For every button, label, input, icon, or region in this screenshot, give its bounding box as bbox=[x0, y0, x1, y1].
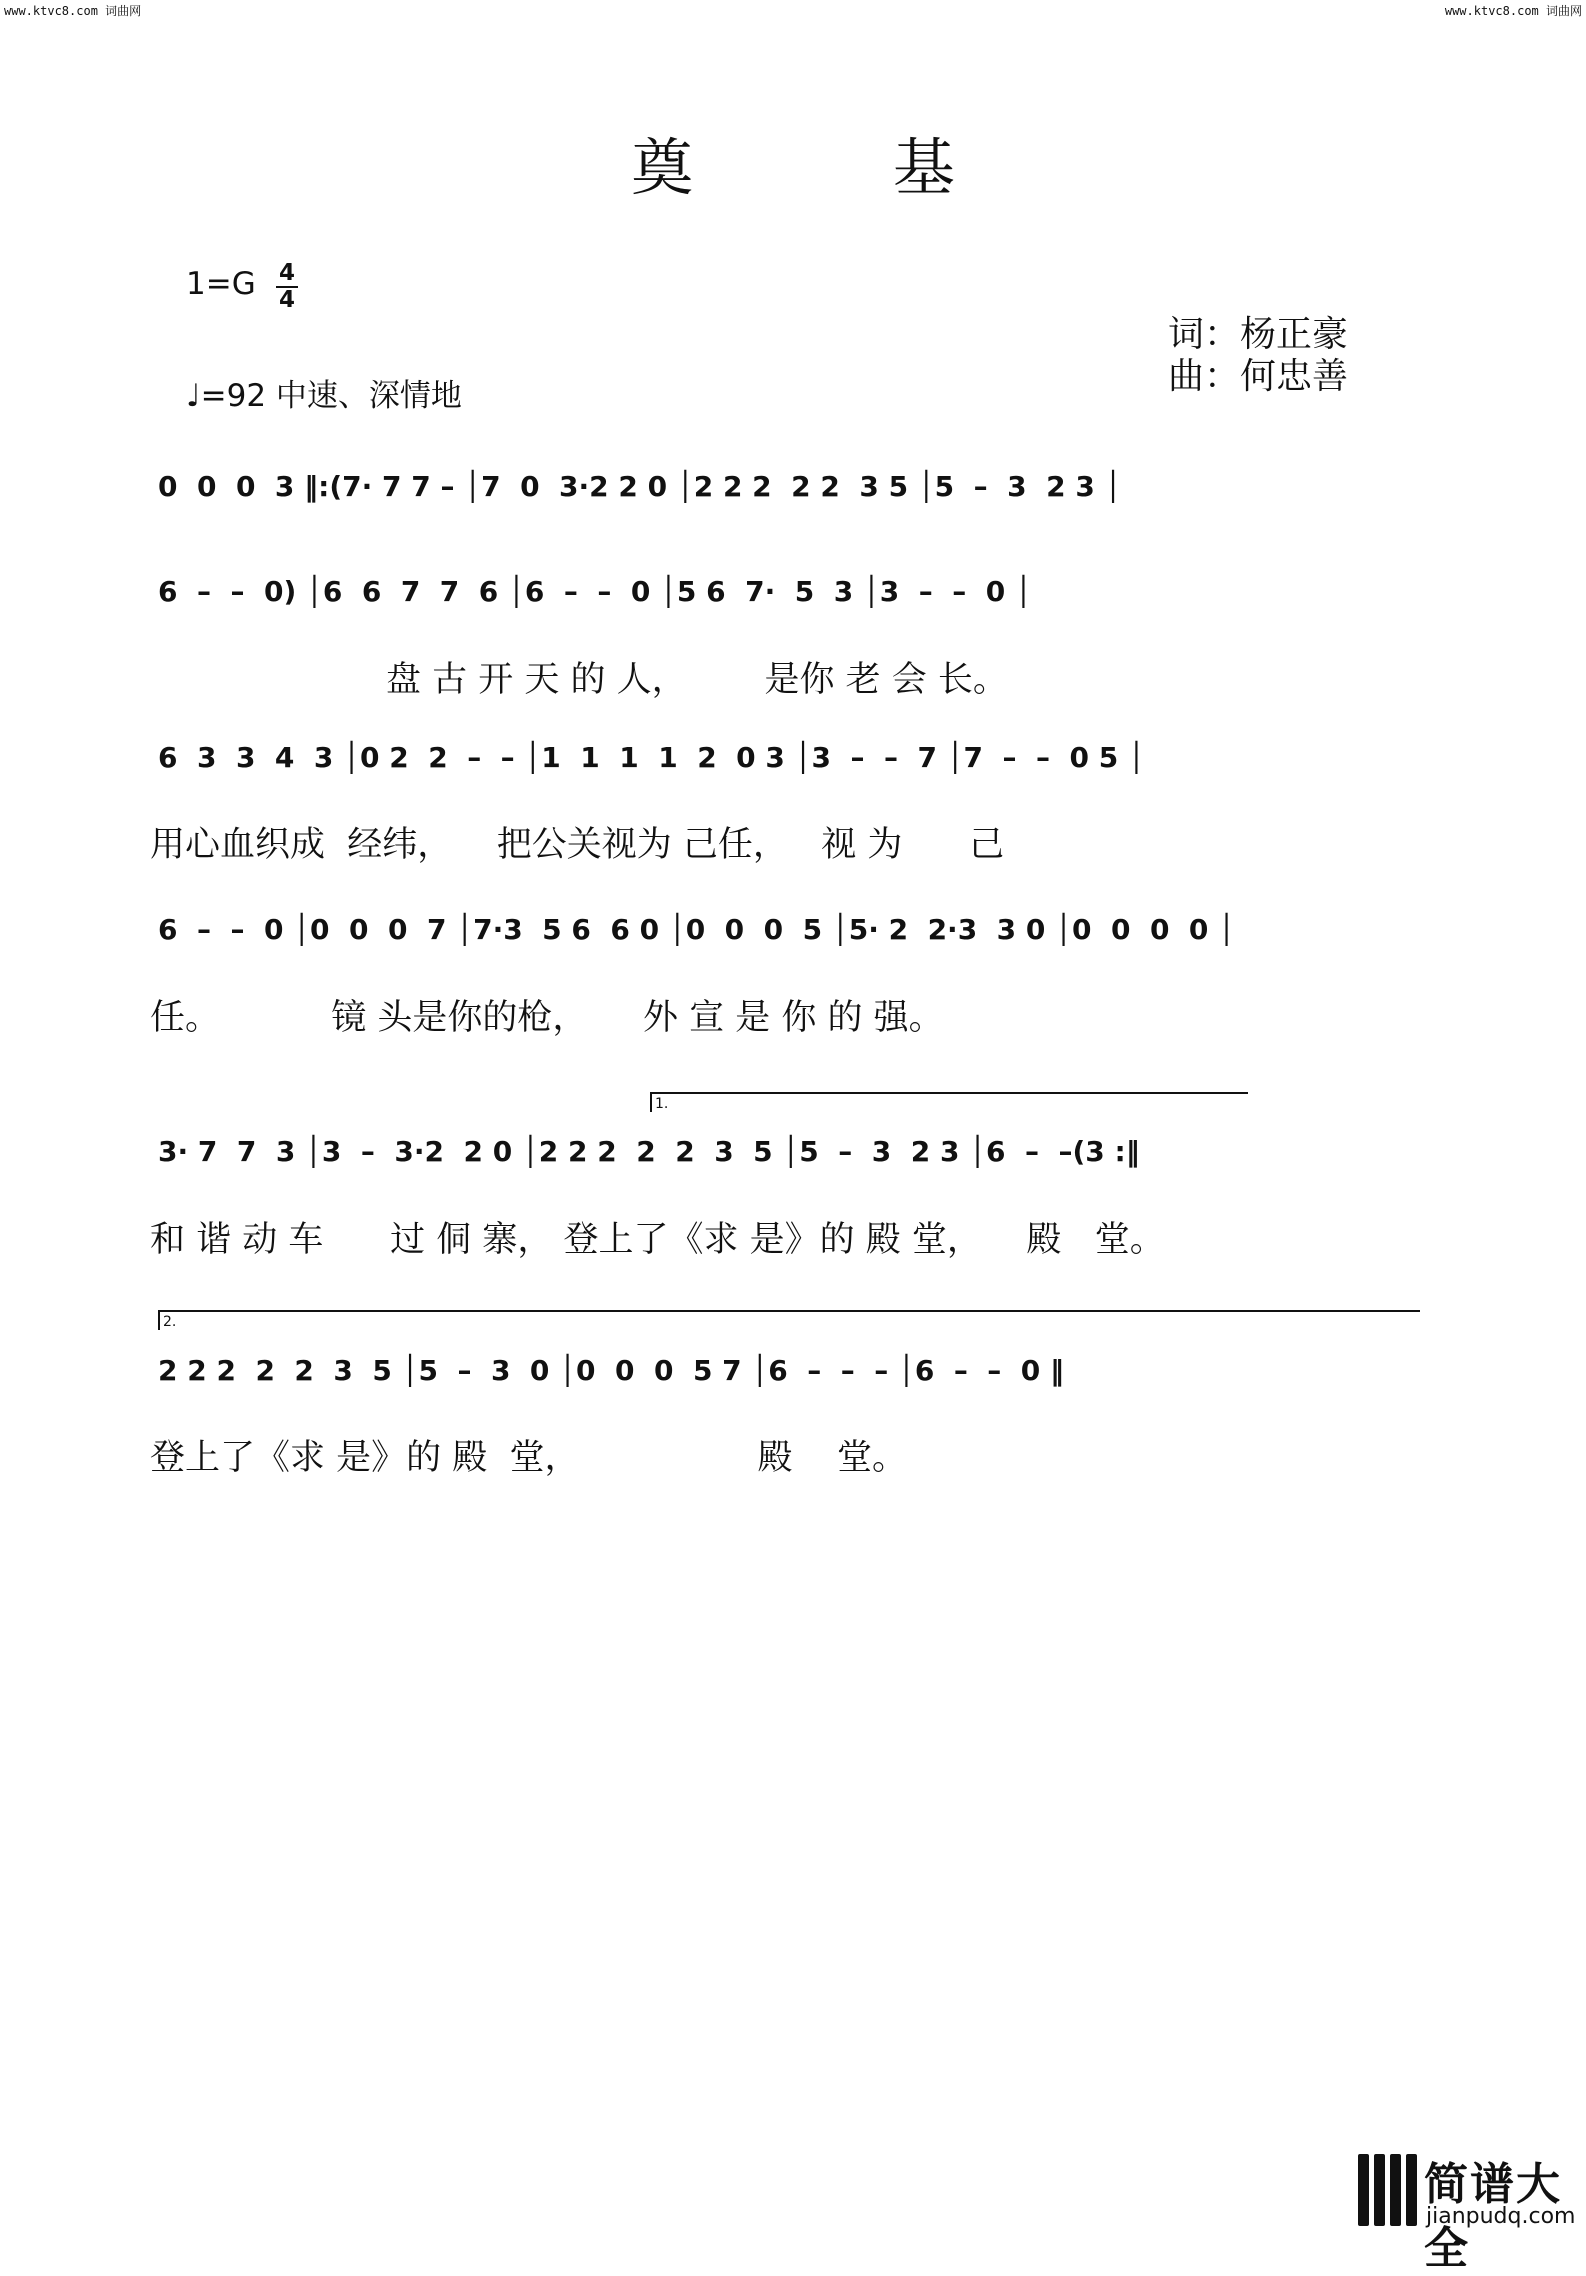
credits bbox=[1168, 314, 1348, 398]
site-logo bbox=[1358, 2148, 1586, 2274]
site-watermark-left: www.ktvc8.com 词曲网 bbox=[4, 4, 142, 18]
piano-keys-icon bbox=[1358, 2154, 1418, 2226]
volta-first-ending bbox=[650, 1092, 1248, 1112]
lyrics-line-3: 用心血织成 经纬， 把公关视为 己任， 视 为 己 bbox=[150, 825, 1005, 865]
notation-line-5: 3· 7 7 3 │3 – 3·2 2 0 │2 2 2 2 2 3 5 │5 – 3 2 3 │6 – –(3 :‖ bbox=[158, 1135, 1140, 1168]
notation-line-4: 6 – – 0 │0 0 0 7 │7·3 5 6 6 0 │0 0 0 5 │5· 2 2·3 3 0 │0 0 0 0 │ bbox=[158, 913, 1236, 946]
time-signature-top: 4 bbox=[278, 260, 295, 286]
song-title: 奠 基 bbox=[631, 131, 1045, 204]
notation-line-3: 6 3 3 4 3 │0 2 2 – – │1 1 1 1 2 0 3 │3 – – 7 │7 – – 0 5 │ bbox=[158, 741, 1145, 774]
lyricist: 词：杨正豪 bbox=[1168, 314, 1349, 355]
time-signature bbox=[276, 262, 298, 312]
notation-line-6: 2 2 2 2 2 3 5 │5 – 3 0 │0 0 0 5 7 │6 – – – │6 – – 0 ‖ bbox=[158, 1354, 1065, 1387]
composer: 曲：何忠善 bbox=[1168, 356, 1349, 397]
volta-second-label: 2. bbox=[163, 1314, 177, 1330]
notation-line-1: 0 0 0 3 ‖:(7· 7 7 – │7 0 3·2 2 0 │2 2 2 2 2 3 5 │5 – 3 2 3 │ bbox=[158, 470, 1122, 503]
logo-name: 简谱大全 bbox=[1424, 2159, 1562, 2274]
volta-second-ending bbox=[158, 1310, 1420, 1330]
notation-line-2: 6 – – 0) │6 6 7 7 6 │6 – – 0 │5 6 7· 5 3 │3 – – 0 │ bbox=[158, 575, 1032, 608]
time-signature-bottom: 4 bbox=[278, 287, 295, 313]
volta-first-label: 1. bbox=[655, 1096, 669, 1112]
lyrics-line-2: 盘 古 开 天 的 人， 是你 老 会 长。 bbox=[386, 660, 1008, 700]
lyrics-line-6: 登上了《求 是》的 殿 堂， 殿 堂。 bbox=[150, 1438, 908, 1478]
lyrics-line-4: 任。 镜 头是你的枪， 外 宣 是 你 的 强。 bbox=[150, 998, 944, 1038]
key-signature: 1=G bbox=[186, 266, 256, 302]
lyrics-line-5: 和 谐 动 车 过 侗 寨， 登上了《求 是》的 殿 堂， 殿 堂。 bbox=[150, 1220, 1165, 1260]
logo-url: jianpudq.com bbox=[1426, 2204, 1576, 2229]
site-watermark-right: www.ktvc8.com 词曲网 bbox=[1444, 4, 1582, 18]
tempo-marking: ♩=92 中速、深情地 bbox=[186, 378, 462, 414]
